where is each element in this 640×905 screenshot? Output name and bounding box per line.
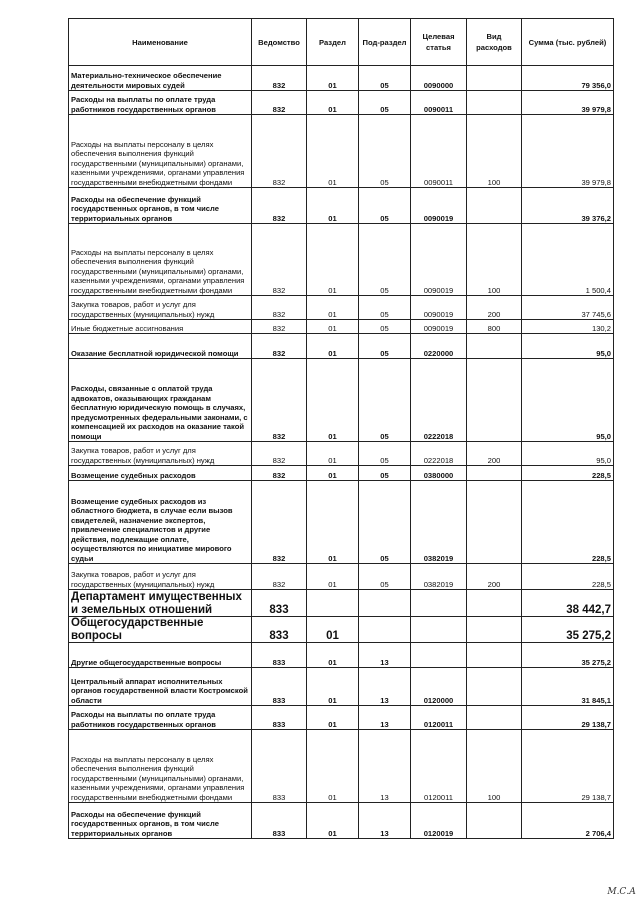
cell-section: 01 (307, 442, 359, 466)
cell-section: 01 (307, 481, 359, 564)
table-row (69, 91, 614, 115)
handwritten-page-mark: М.С.А (607, 887, 636, 897)
cell-subsection: 05 (359, 115, 411, 188)
cell-name: Расходы на выплаты по оплате труда работников государственных органов (69, 91, 252, 115)
cell-section: 01 (307, 668, 359, 706)
cell-department: 832 (252, 466, 307, 481)
table-row (69, 320, 614, 334)
cell-expense-type: 200 (467, 296, 522, 320)
cell-name: Расходы, связанные с оплатой труда адвокатов, оказывающих гражданам бесплатную юридическую помощь в случаях, предусмотренных федеральными законами, с компенсацией их расходов на оказание такой помощи (69, 359, 252, 442)
table-row (69, 188, 614, 224)
cell-amount: 39 376,2 (522, 188, 614, 224)
cell-amount: 37 745,6 (522, 296, 614, 320)
cell-subsection: 13 (359, 668, 411, 706)
cell-subsection: 05 (359, 359, 411, 442)
cell-name: Расходы на выплаты персоналу в целях обеспечения выполнения функций государственными (муниципальными) органами, казенными учреждениями, органами управления государственными внебюджетными фондами (69, 115, 252, 188)
cell-department: 833 (252, 668, 307, 706)
table-row (69, 590, 614, 617)
cell-name: Закупка товаров, работ и услуг для государственных (муниципальных) нужд (69, 296, 252, 320)
cell-section: 01 (307, 296, 359, 320)
cell-department: 833 (252, 617, 307, 643)
cell-amount: 79 356,0 (522, 66, 614, 91)
cell-department: 833 (252, 730, 307, 803)
cell-target-item: 0090000 (411, 66, 467, 91)
cell-section: 01 (307, 66, 359, 91)
cell-amount: 95,0 (522, 442, 614, 466)
cell-expense-type: 200 (467, 564, 522, 590)
header-section: Раздел (307, 19, 359, 66)
cell-amount: 29 138,7 (522, 730, 614, 803)
table-row (69, 115, 614, 188)
cell-expense-type (467, 66, 522, 91)
cell-department: 832 (252, 224, 307, 296)
cell-target-item: 0090011 (411, 91, 467, 115)
cell-expense-type (467, 359, 522, 442)
cell-subsection: 05 (359, 481, 411, 564)
cell-amount: 1 500,4 (522, 224, 614, 296)
cell-subsection: 05 (359, 296, 411, 320)
cell-subsection: 13 (359, 730, 411, 803)
table-row (69, 359, 614, 442)
cell-name: Оказание бесплатной юридической помощи (69, 334, 252, 359)
cell-department: 832 (252, 66, 307, 91)
cell-name: Центральный аппарат исполнительных органов государственной власти Костромской области (69, 668, 252, 706)
cell-department: 833 (252, 643, 307, 668)
cell-expense-type (467, 643, 522, 668)
cell-expense-type (467, 481, 522, 564)
cell-name: Расходы на обеспечение функций государственных органов, в том числе территориальных органов (69, 188, 252, 224)
cell-amount: 228,5 (522, 564, 614, 590)
header-amount: Сумма (тыс. рублей) (522, 19, 614, 66)
cell-target-item: 0222018 (411, 442, 467, 466)
cell-target-item: 0120011 (411, 730, 467, 803)
cell-amount: 95,0 (522, 359, 614, 442)
cell-expense-type: 100 (467, 224, 522, 296)
cell-subsection: 13 (359, 643, 411, 668)
cell-name: Закупка товаров, работ и услуг для государственных (муниципальных) нужд (69, 442, 252, 466)
cell-expense-type (467, 466, 522, 481)
cell-department: 832 (252, 359, 307, 442)
cell-target-item: 0090019 (411, 188, 467, 224)
cell-section: 01 (307, 706, 359, 730)
cell-department: 832 (252, 296, 307, 320)
cell-section: 01 (307, 730, 359, 803)
cell-target-item: 0090011 (411, 115, 467, 188)
cell-target-item (411, 617, 467, 643)
cell-target-item (411, 643, 467, 668)
cell-expense-type (467, 334, 522, 359)
table-row (69, 803, 614, 839)
cell-subsection: 05 (359, 91, 411, 115)
table-row (69, 564, 614, 590)
cell-name: Возмещение судебных расходов (69, 466, 252, 481)
cell-section: 01 (307, 320, 359, 334)
header-name: Наименование (69, 19, 252, 66)
cell-expense-type (467, 803, 522, 839)
table-row (69, 296, 614, 320)
table-header-row (69, 19, 614, 66)
cell-target-item: 0382019 (411, 564, 467, 590)
table-row (69, 668, 614, 706)
cell-department: 833 (252, 590, 307, 617)
cell-subsection: 13 (359, 803, 411, 839)
table-row (69, 442, 614, 466)
cell-name: Расходы на выплаты персоналу в целях обеспечения выполнения функций государственными (муниципальными) органами, казенными учреждениями, органами управления государственными внебюджетными фондами (69, 224, 252, 296)
budget-table (68, 18, 614, 839)
cell-section: 01 (307, 188, 359, 224)
cell-subsection (359, 617, 411, 643)
cell-name: Общегосударственные вопросы (69, 617, 252, 643)
cell-subsection: 05 (359, 334, 411, 359)
cell-amount: 130,2 (522, 320, 614, 334)
cell-name: Другие общегосударственные вопросы (69, 643, 252, 668)
cell-amount: 35 275,2 (522, 643, 614, 668)
cell-subsection: 05 (359, 224, 411, 296)
cell-amount: 35 275,2 (522, 617, 614, 643)
cell-target-item: 0090019 (411, 296, 467, 320)
cell-name: Расходы на выплаты по оплате труда работников государственных органов (69, 706, 252, 730)
cell-amount: 228,5 (522, 481, 614, 564)
cell-target-item (411, 590, 467, 617)
cell-target-item: 0220000 (411, 334, 467, 359)
cell-target-item: 0380000 (411, 466, 467, 481)
cell-department: 832 (252, 564, 307, 590)
cell-subsection: 05 (359, 188, 411, 224)
cell-section: 01 (307, 359, 359, 442)
cell-subsection: 05 (359, 466, 411, 481)
cell-amount: 31 845,1 (522, 668, 614, 706)
cell-section: 01 (307, 334, 359, 359)
cell-department: 832 (252, 188, 307, 224)
cell-expense-type (467, 188, 522, 224)
cell-subsection: 05 (359, 66, 411, 91)
cell-target-item: 0120011 (411, 706, 467, 730)
cell-target-item: 0120019 (411, 803, 467, 839)
cell-expense-type: 800 (467, 320, 522, 334)
cell-name: Департамент имущественных и земельных отношений (69, 590, 252, 617)
header-expense-type: Вид расходов (467, 19, 522, 66)
cell-expense-type: 100 (467, 730, 522, 803)
cell-expense-type (467, 668, 522, 706)
cell-department: 832 (252, 481, 307, 564)
cell-name: Материально-техническое обеспечение деятельности мировых судей (69, 66, 252, 91)
cell-name: Расходы на обеспечение функций государственных органов, в том числе территориальных органов (69, 803, 252, 839)
cell-section: 01 (307, 803, 359, 839)
cell-section (307, 590, 359, 617)
header-subsection: Под-раздел (359, 19, 411, 66)
cell-expense-type (467, 91, 522, 115)
cell-amount: 39 979,8 (522, 115, 614, 188)
cell-subsection: 05 (359, 442, 411, 466)
cell-target-item: 0222018 (411, 359, 467, 442)
table-row (69, 617, 614, 643)
cell-section: 01 (307, 224, 359, 296)
cell-department: 832 (252, 115, 307, 188)
cell-target-item: 0090019 (411, 224, 467, 296)
cell-department: 832 (252, 91, 307, 115)
table-row (69, 643, 614, 668)
header-department: Ведомство (252, 19, 307, 66)
cell-subsection (359, 590, 411, 617)
cell-target-item: 0382019 (411, 481, 467, 564)
cell-name: Возмещение судебных расходов из областного бюджета, в случае если вызов свидетелей, назначение экспертов, привлечение специалистов и другие действия, подлежащие оплате, осуществляются по инициативе мирового судьи (69, 481, 252, 564)
cell-expense-type (467, 706, 522, 730)
cell-amount: 38 442,7 (522, 590, 614, 617)
cell-department: 833 (252, 803, 307, 839)
cell-expense-type: 100 (467, 115, 522, 188)
cell-name: Иные бюджетные ассигнования (69, 320, 252, 334)
cell-expense-type (467, 590, 522, 617)
cell-subsection: 05 (359, 320, 411, 334)
cell-name: Закупка товаров, работ и услуг для государственных (муниципальных) нужд (69, 564, 252, 590)
cell-amount: 39 979,8 (522, 91, 614, 115)
cell-department: 832 (252, 442, 307, 466)
table-row (69, 224, 614, 296)
cell-department: 832 (252, 334, 307, 359)
cell-expense-type (467, 617, 522, 643)
cell-department: 832 (252, 320, 307, 334)
cell-section: 01 (307, 91, 359, 115)
header-target-item: Целевая статья (411, 19, 467, 66)
cell-section: 01 (307, 466, 359, 481)
cell-amount: 228,5 (522, 466, 614, 481)
cell-section: 01 (307, 643, 359, 668)
table-row (69, 481, 614, 564)
cell-section: 01 (307, 564, 359, 590)
cell-subsection: 05 (359, 564, 411, 590)
cell-subsection: 13 (359, 706, 411, 730)
cell-expense-type: 200 (467, 442, 522, 466)
table-row (69, 334, 614, 359)
cell-section: 01 (307, 617, 359, 643)
table-row (69, 730, 614, 803)
cell-department: 833 (252, 706, 307, 730)
cell-amount: 29 138,7 (522, 706, 614, 730)
cell-amount: 95,0 (522, 334, 614, 359)
cell-target-item: 0090019 (411, 320, 467, 334)
cell-section: 01 (307, 115, 359, 188)
table-row (69, 706, 614, 730)
table-row (69, 66, 614, 91)
cell-name: Расходы на выплаты персоналу в целях обеспечения выполнения функций государственными (муниципальными) органами, казенными учреждениями, органами управления государственными внебюджетными фондами (69, 730, 252, 803)
cell-amount: 2 706,4 (522, 803, 614, 839)
cell-target-item: 0120000 (411, 668, 467, 706)
table-row (69, 466, 614, 481)
